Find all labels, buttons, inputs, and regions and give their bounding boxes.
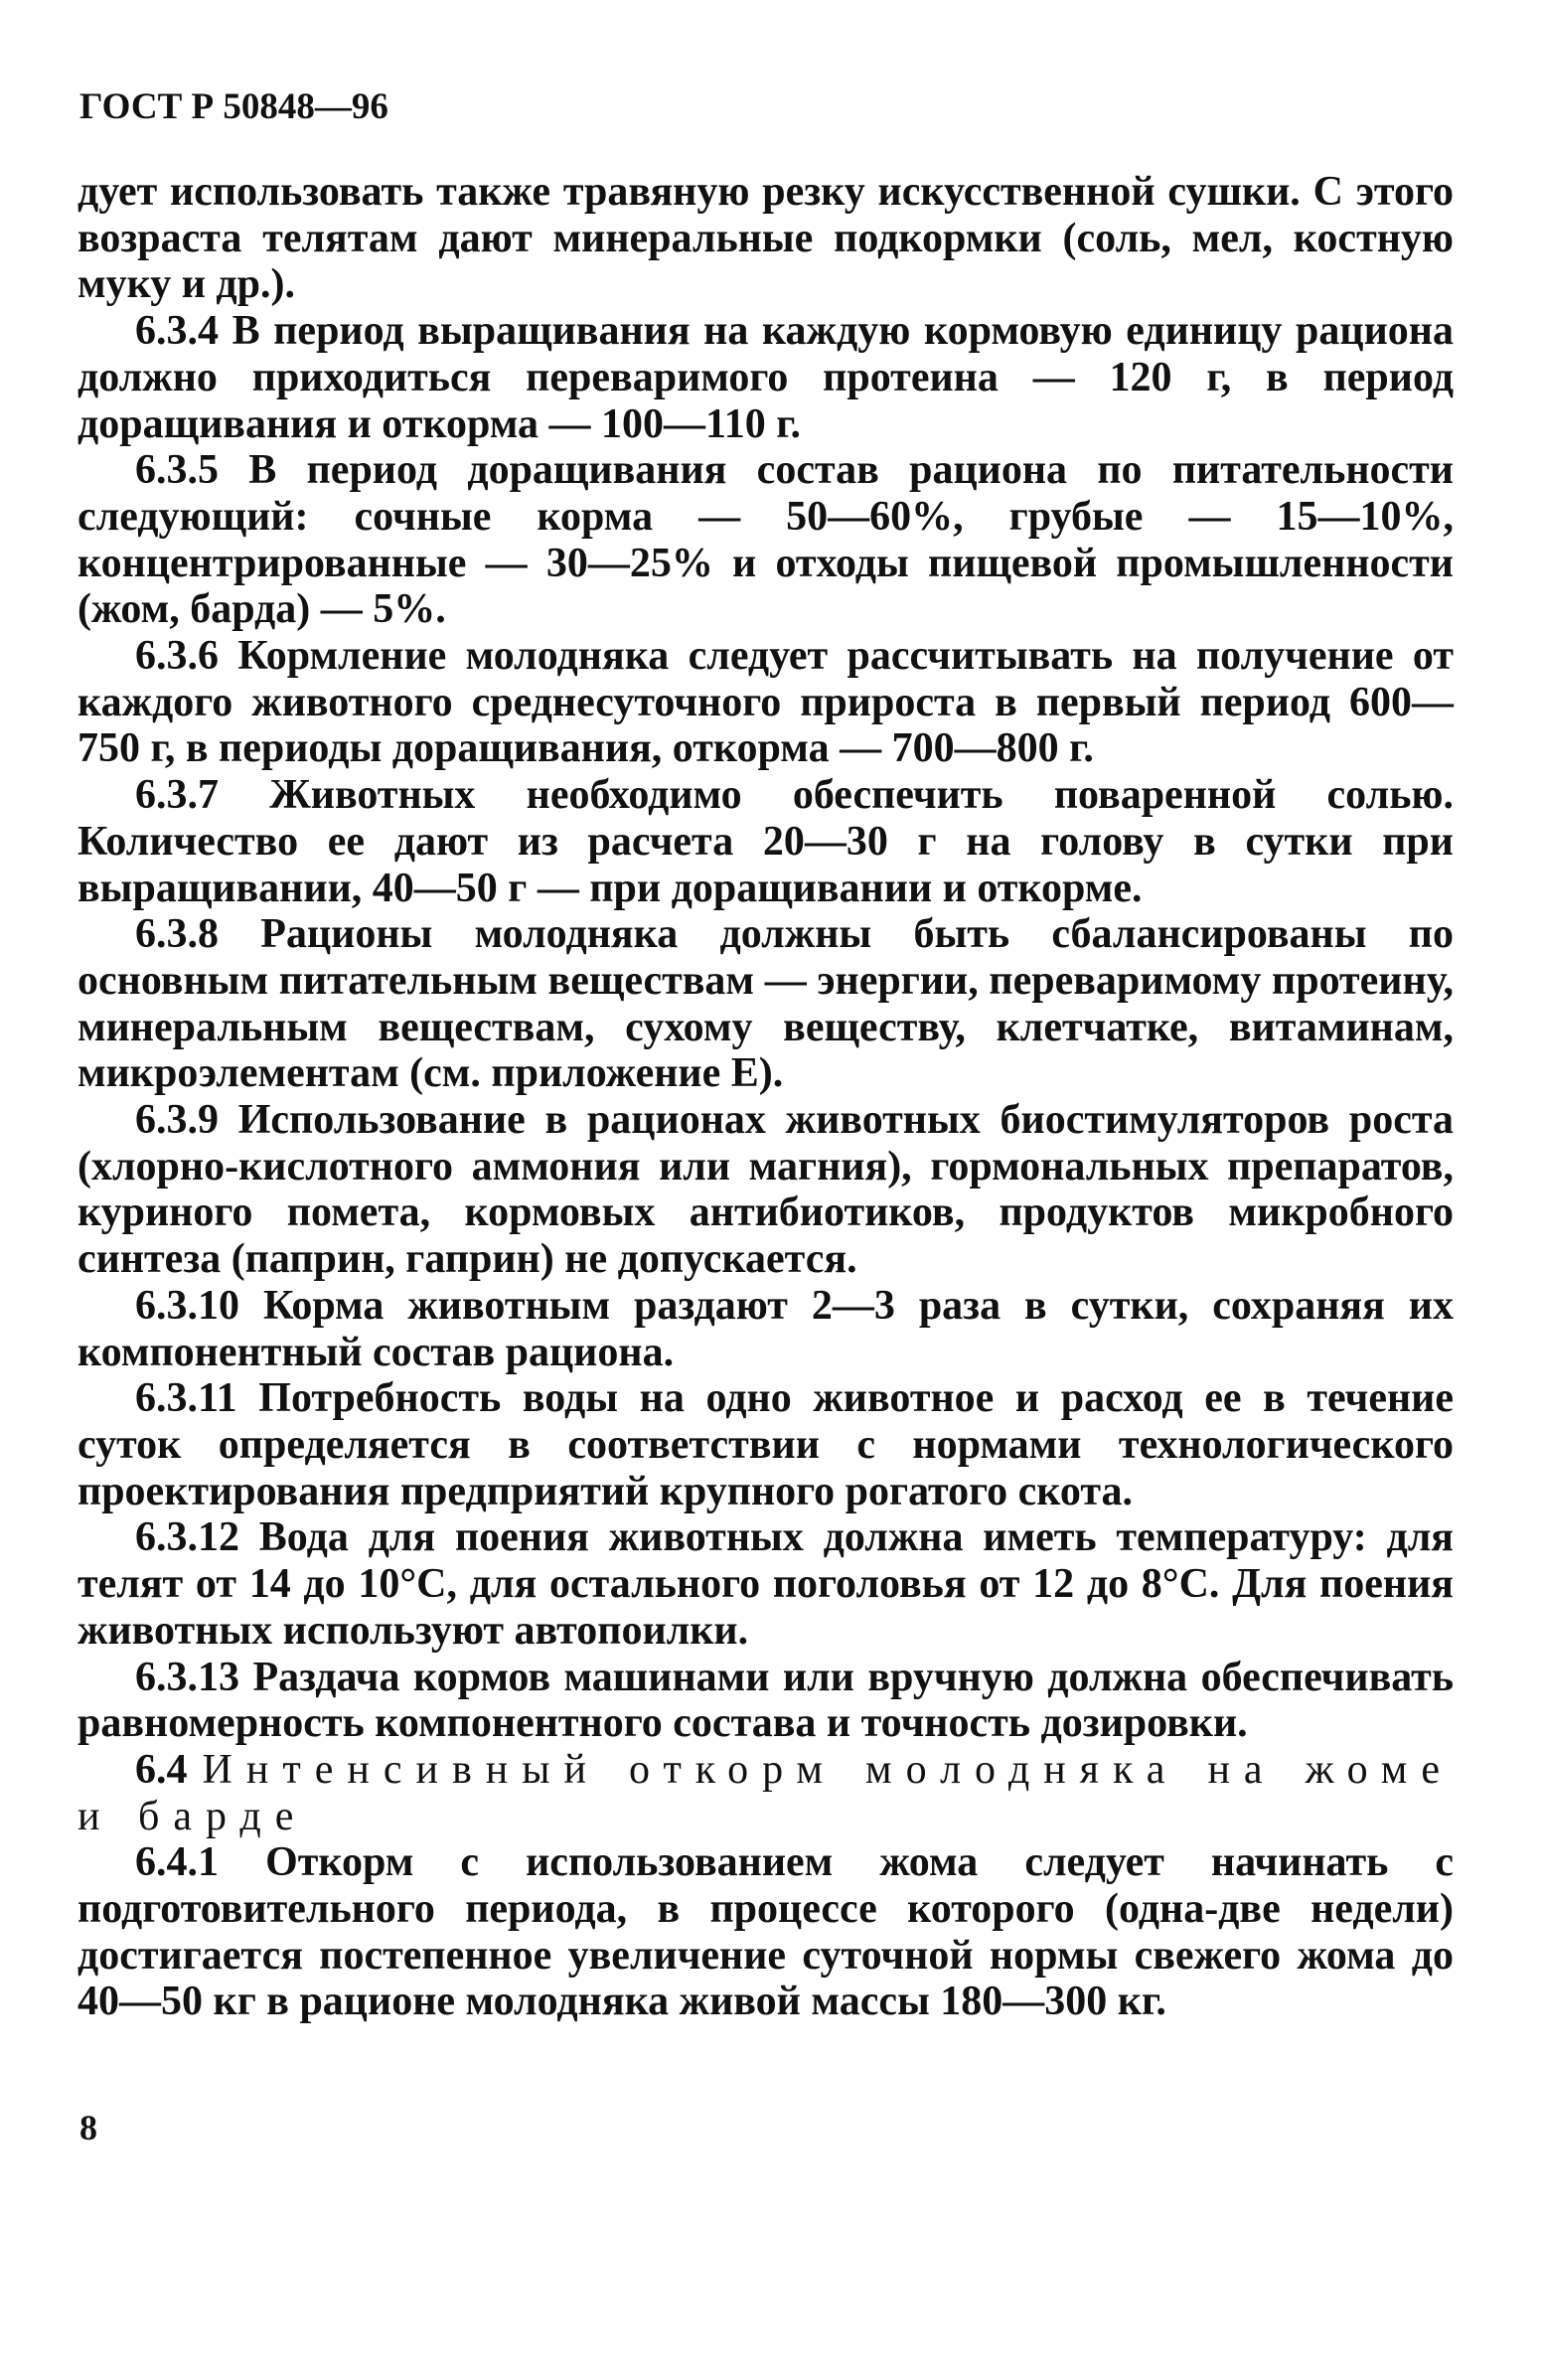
page-number: 8 bbox=[79, 2108, 97, 2147]
paragraph-6-3-10: 6.3.10 Корма животным раздают 2—3 раза в сутки, сохраняя их компонентный состав рациона. bbox=[77, 1282, 1454, 1375]
paragraph-6-4-1: 6.4.1 Откорм с использованием жома следует начинать с подготовительного периода, в процессе которого (одна-две недели) достигается постепенное увеличение суточной нормы свежего жома до 40—50 кг в рационе молодняка живой массы 180—300 кг. bbox=[77, 1839, 1454, 2025]
paragraph-6-3-5: 6.3.5 В период доращивания состав рациона по питательности следующий: сочные корма — 50—60%, грубые — 15—10%, концентрированные — 30—25% и отходы пищевой промышленности (жом, барда) — 5%. bbox=[77, 447, 1454, 633]
paragraph-6-3-7: 6.3.7 Животных необходимо обеспечить поваренной солью. Количество ее дают из расчета 20—30 г на голову в сутки при выращивании, 40—50 г — при доращивании и откорме. bbox=[77, 772, 1454, 911]
section-title: Интенсивный откорм молодняка на жоме и барде bbox=[77, 1746, 1454, 1839]
paragraph-6-3-11: 6.3.11 Потребность воды на одно животное и расход ее в течение суток определяется в соответствии с нормами технологического проектирования предприятий крупного рогатого скота. bbox=[77, 1375, 1454, 1514]
paragraph-6-3-4: 6.3.4 В период выращивания на каждую кормовую единицу рациона должно приходиться переваримого протеина — 120 г, в период доращивания и откорма — 100—110 г. bbox=[77, 308, 1454, 447]
paragraph-6-3-13: 6.3.13 Раздача кормов машинами или вручную должна обеспечивать равномерность компонентного состава и точность дозировки. bbox=[77, 1654, 1454, 1747]
section-number: 6.4 bbox=[135, 1746, 188, 1793]
paragraph-continuation: дует использовать также травяную резку искусственной сушки. С этого возраста телятам дают минеральные подкормки (соль, мел, костную муку и др.). bbox=[77, 169, 1454, 308]
paragraph-6-3-6: 6.3.6 Кормление молодняка следует рассчитывать на получение от каждого животного среднесуточного прироста в первый период 600—750 г, в периоды доращивания, откорма — 700—800 г. bbox=[77, 633, 1454, 772]
section-heading-6-4 bbox=[77, 1747, 1454, 1839]
document-body bbox=[77, 169, 1454, 2025]
document-header: ГОСТ Р 50848—96 bbox=[79, 86, 388, 127]
paragraph-6-3-9: 6.3.9 Использование в рационах животных биостимуляторов роста (хлорно-кислотного аммония или магния), гормональных препаратов, куриного помета, кормовых антибиотиков, продуктов микробного синтеза (паприн, гаприн) не допускается. bbox=[77, 1097, 1454, 1283]
paragraph-6-3-12: 6.3.12 Вода для поения животных должна иметь температуру: для телят от 14 до 10°С, для остального поголовья от 12 до 8°С. Для поения животных используют автопоилки. bbox=[77, 1514, 1454, 1654]
paragraph-6-3-8: 6.3.8 Рационы молодняка должны быть сбалансированы по основным питательным веществам — энергии, переваримому протеину, минеральным веществам, сухому веществу, клетчатке, витаминам, микроэлементам (см. приложение Е). bbox=[77, 911, 1454, 1097]
